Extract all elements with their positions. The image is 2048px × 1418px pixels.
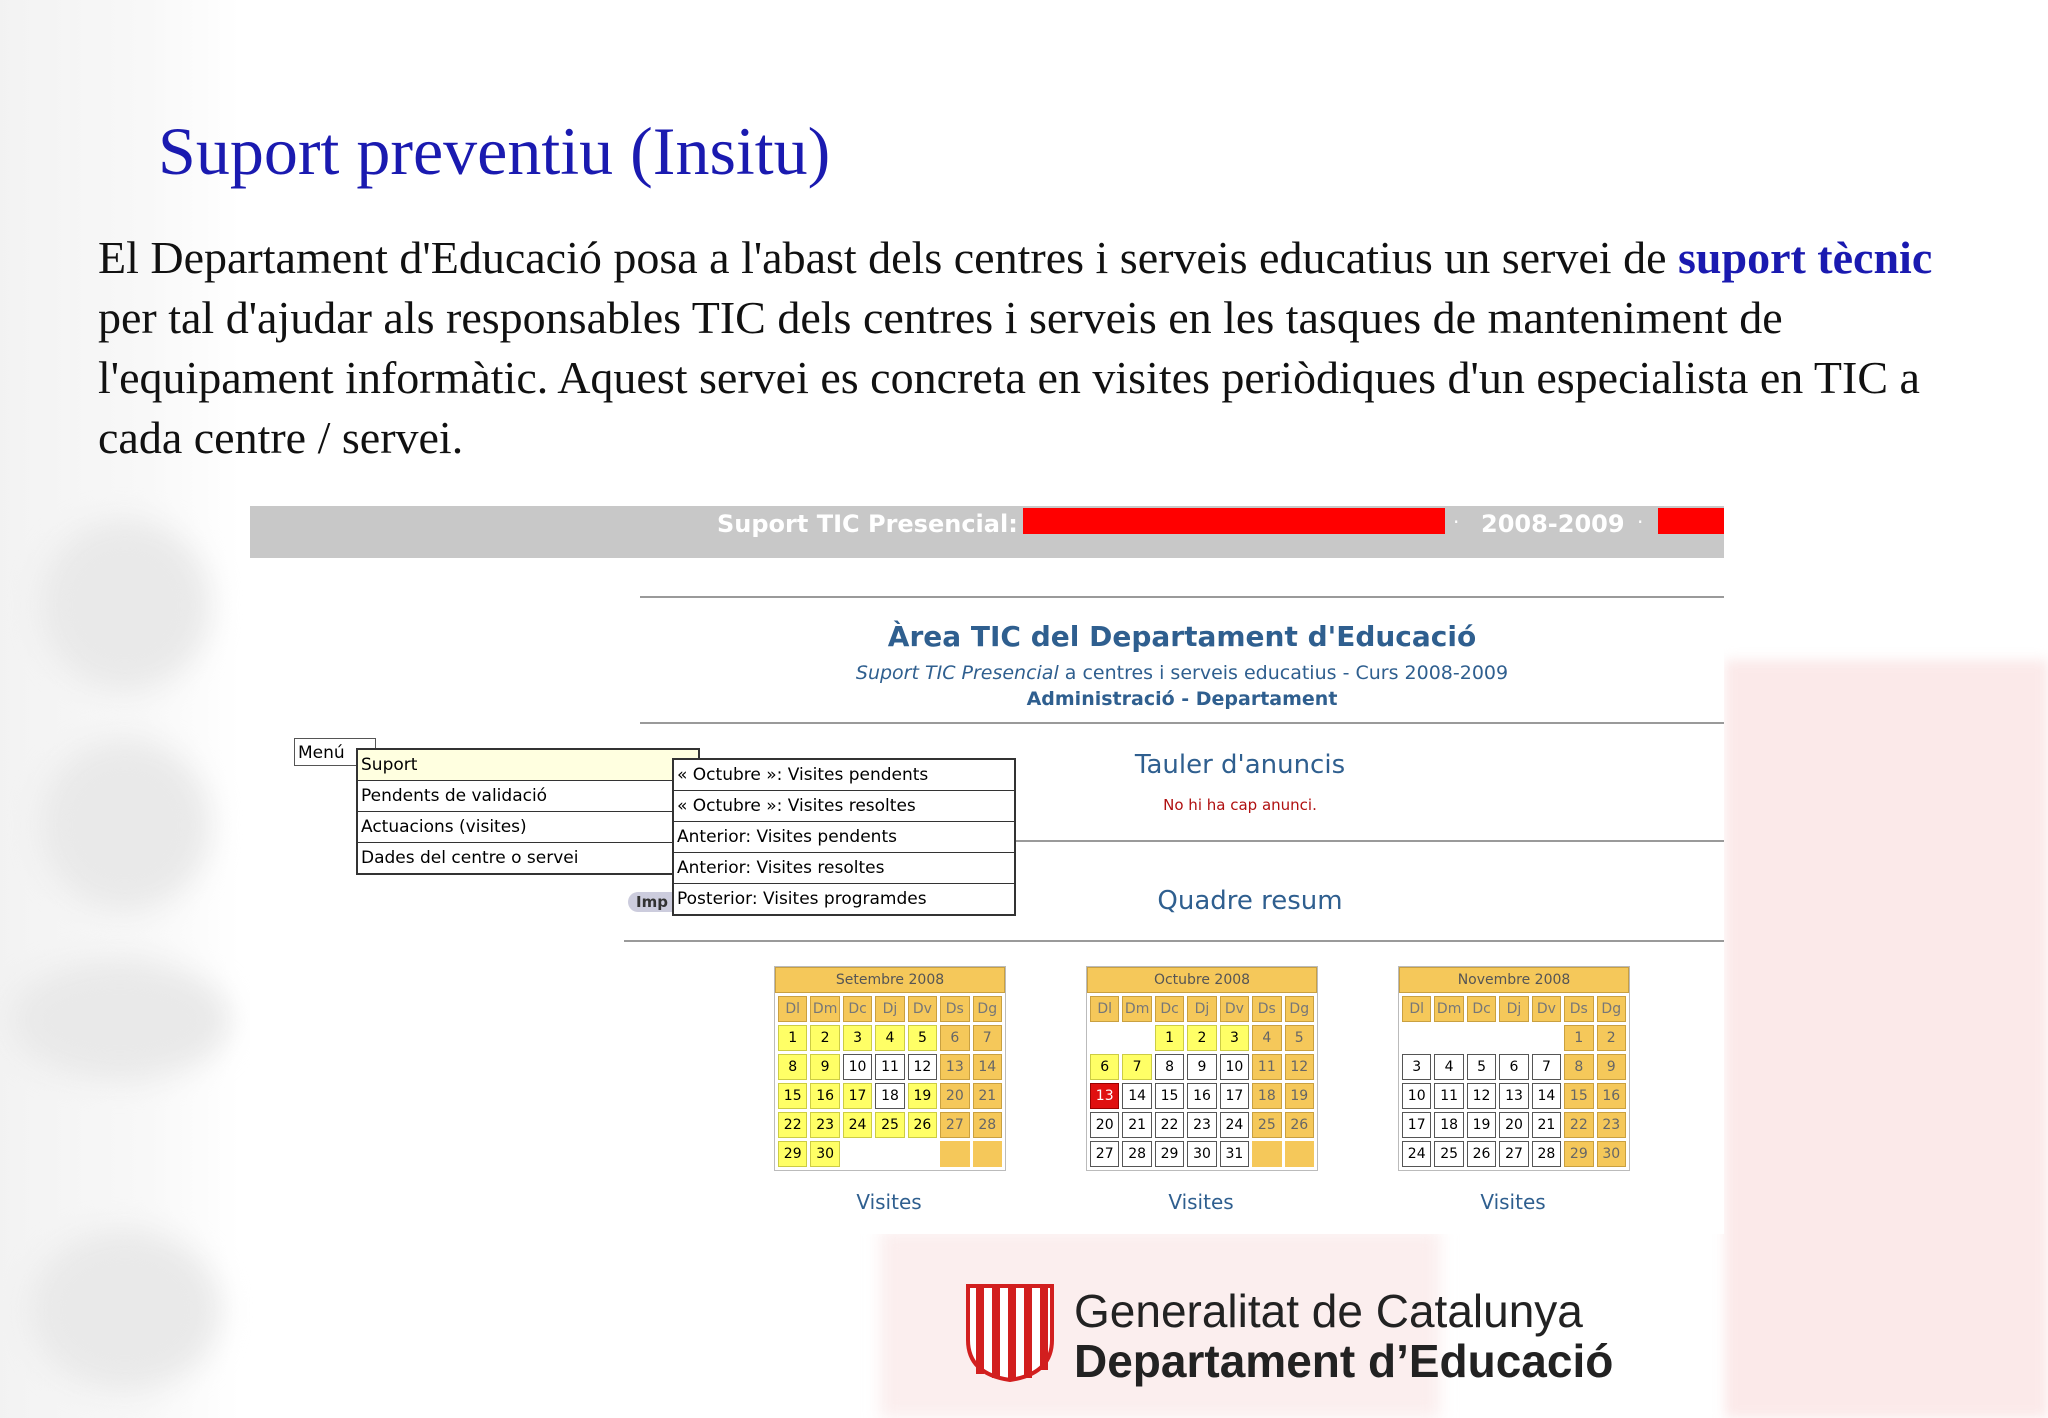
calendar-month-title: Novembre 2008 [1399, 967, 1629, 993]
calendar-day [1090, 1025, 1119, 1051]
submenu-item[interactable]: « Octubre »: Visites resoltes [674, 790, 1014, 821]
calendar-day[interactable]: 25 [1434, 1141, 1463, 1167]
divider [640, 722, 1724, 724]
calendar-day-header: Dj [1187, 996, 1216, 1022]
calendar-day[interactable]: 5 [908, 1025, 937, 1051]
calendar-day-header: Dm [1122, 996, 1151, 1022]
calendar-day[interactable]: 15 [778, 1083, 807, 1109]
submenu-item[interactable]: Anterior: Visites pendents [674, 821, 1014, 852]
calendar-day[interactable]: 9 [810, 1054, 839, 1080]
slide-paragraph [98, 228, 1998, 468]
calendar-day-header: Dv [1532, 996, 1561, 1022]
calendar-day[interactable]: 24 [843, 1112, 872, 1138]
calendar-day[interactable]: 30 [1597, 1141, 1626, 1167]
calendar-day[interactable]: 8 [1564, 1054, 1593, 1080]
visites-link[interactable]: Visites [1480, 1190, 1546, 1214]
calendar-day[interactable]: 3 [1220, 1025, 1249, 1051]
calendar-day[interactable]: 2 [810, 1025, 839, 1051]
calendar-day[interactable]: 21 [1122, 1112, 1151, 1138]
calendar-day-header: Dm [1434, 996, 1463, 1022]
calendar-day[interactable]: 14 [973, 1054, 1002, 1080]
redacted-bar [1023, 508, 1445, 534]
calendar-day[interactable]: 4 [1252, 1025, 1281, 1051]
calendar-day[interactable]: 13 [1090, 1083, 1119, 1109]
paragraph-text: per tal d'ajudar als responsables TIC dels centres i serveis en les tasques de manteniment de l'equipament informàtic. Aquest servei es concreta en visites periòdiques d'un especialista en TIC a cada centre / servei. [98, 292, 1920, 463]
calendar-day[interactable]: 30 [1187, 1141, 1216, 1167]
calendar-day-header: Ds [1252, 996, 1281, 1022]
calendar-day-header: Dj [875, 996, 904, 1022]
calendar-day [1467, 1025, 1496, 1051]
calendar-month-title: Octubre 2008 [1087, 967, 1317, 993]
calendar-day[interactable]: 20 [1090, 1112, 1119, 1138]
menu-item[interactable]: Suport [358, 750, 698, 780]
submenu-item[interactable]: Posterior: Visites programdes [674, 883, 1014, 914]
submenu-item[interactable]: Anterior: Visites resoltes [674, 852, 1014, 883]
calendar-day[interactable]: 3 [1402, 1054, 1431, 1080]
calendar-day-header: Dm [810, 996, 839, 1022]
calendar-day [875, 1141, 904, 1167]
calendar-day[interactable]: 11 [1434, 1083, 1463, 1109]
menu-item[interactable]: Dades del centre o servei [358, 842, 698, 873]
calendar-day-header: Dj [1499, 996, 1528, 1022]
slide-title: Suport preventiu (Insitu) [158, 113, 831, 189]
calendar-day[interactable]: 28 [973, 1112, 1002, 1138]
calendar-day[interactable]: 16 [810, 1083, 839, 1109]
calendar-day[interactable]: 7 [1532, 1054, 1561, 1080]
area-title: Àrea TIC del Departament d'Educació [887, 620, 1477, 653]
watermark-shape [40, 520, 210, 690]
top-bar [250, 506, 1724, 558]
calendar-day[interactable]: 8 [1155, 1054, 1184, 1080]
calendar-day[interactable]: 29 [778, 1141, 807, 1167]
topbar-year: 2008-2009 [1481, 510, 1625, 538]
calendar-day[interactable]: 24 [1402, 1141, 1431, 1167]
calendar-day[interactable]: 26 [908, 1112, 937, 1138]
submenu [672, 758, 1016, 916]
calendar-day[interactable]: 1 [1155, 1025, 1184, 1051]
calendar-day[interactable]: 15 [1564, 1083, 1593, 1109]
calendar-day[interactable]: 10 [843, 1054, 872, 1080]
visites-link[interactable]: Visites [1168, 1190, 1234, 1214]
calendar-day[interactable]: 10 [1220, 1054, 1249, 1080]
calendar-day[interactable]: 19 [1285, 1083, 1314, 1109]
calendar-day[interactable]: 9 [1187, 1054, 1216, 1080]
calendar-day[interactable]: 26 [1285, 1112, 1314, 1138]
calendar-day[interactable]: 28 [1532, 1141, 1561, 1167]
calendar-day-header: Dl [778, 996, 807, 1022]
calendar-day[interactable]: 17 [843, 1083, 872, 1109]
calendar-day[interactable]: 14 [1532, 1083, 1561, 1109]
calendar-day [940, 1141, 969, 1167]
calendar-day[interactable]: 27 [940, 1112, 969, 1138]
menu-tab[interactable]: Menú [294, 738, 376, 766]
calendar-day[interactable]: 12 [1285, 1054, 1314, 1080]
calendar-day[interactable]: 1 [778, 1025, 807, 1051]
topbar-separator: · [1453, 510, 1460, 534]
calendar-day-header: Dl [1402, 996, 1431, 1022]
calendar-day [1434, 1025, 1463, 1051]
watermark-shape [30, 1230, 220, 1390]
paragraph-text: El Departament d'Educació posa a l'abast dels centres i serveis educatius un servei de [98, 232, 1678, 283]
embedded-screenshot [250, 506, 1724, 1234]
calendar-day[interactable]: 22 [1564, 1112, 1593, 1138]
calendar-day[interactable]: 13 [1499, 1083, 1528, 1109]
subtitle-italic: Suport TIC Presencial [855, 662, 1059, 684]
calendar-day[interactable]: 18 [1434, 1112, 1463, 1138]
background-watermark [0, 0, 240, 1418]
calendar-day[interactable]: 20 [940, 1083, 969, 1109]
calendar-day[interactable]: 23 [810, 1112, 839, 1138]
calendar-day[interactable]: 5 [1467, 1054, 1496, 1080]
calendar-day[interactable]: 13 [940, 1054, 969, 1080]
topbar-separator: · [1637, 510, 1644, 534]
calendar-day[interactable]: 29 [1564, 1141, 1593, 1167]
area-admin: Administració - Departament [1026, 688, 1338, 710]
calendar-day-header: Dv [1220, 996, 1249, 1022]
calendar-day[interactable]: 23 [1597, 1112, 1626, 1138]
calendar-day [1122, 1025, 1151, 1051]
generalitat-logo [960, 1278, 1900, 1388]
calendar-day [1532, 1025, 1561, 1051]
generalitat-emblem-icon [964, 1282, 1056, 1382]
menu-item[interactable]: Actuacions (visites) [358, 811, 698, 842]
calendar-day-header: Dg [1597, 996, 1626, 1022]
calendar-day-header: Dv [908, 996, 937, 1022]
calendar-day [1402, 1025, 1431, 1051]
calendar-day[interactable]: 29 [1155, 1141, 1184, 1167]
calendar-day[interactable]: 17 [1402, 1112, 1431, 1138]
calendar-day[interactable]: 27 [1090, 1141, 1119, 1167]
calendar-day[interactable]: 30 [810, 1141, 839, 1167]
calendar-day[interactable]: 17 [1220, 1083, 1249, 1109]
calendar-day[interactable]: 12 [908, 1054, 937, 1080]
calendar-day[interactable]: 4 [875, 1025, 904, 1051]
calendar-day[interactable]: 25 [875, 1112, 904, 1138]
calendar-day[interactable]: 6 [1090, 1054, 1119, 1080]
calendar-day-header: Dc [1467, 996, 1496, 1022]
calendar-day[interactable]: 2 [1187, 1025, 1216, 1051]
calendar-day[interactable]: 9 [1597, 1054, 1626, 1080]
calendar-day-header: Dg [1285, 996, 1314, 1022]
calendar-day[interactable]: 24 [1220, 1112, 1249, 1138]
calendar-day[interactable]: 19 [1467, 1112, 1496, 1138]
calendar-day[interactable]: 10 [1402, 1083, 1431, 1109]
calendar-day[interactable]: 16 [1597, 1083, 1626, 1109]
calendar-day [843, 1141, 872, 1167]
calendar-day [908, 1141, 937, 1167]
calendar-day-header: Dl [1090, 996, 1119, 1022]
submenu-item[interactable]: « Octubre »: Visites pendents [677, 765, 929, 785]
tauler-notice: No hi ha cap anunci. [1163, 796, 1317, 814]
visites-link[interactable]: Visites [856, 1190, 922, 1214]
calendar-day [973, 1141, 1002, 1167]
calendar-day[interactable]: 16 [1187, 1083, 1216, 1109]
calendar-day-header: Ds [1564, 996, 1593, 1022]
divider [640, 596, 1724, 598]
calendar-day[interactable]: 18 [1252, 1083, 1281, 1109]
calendar-day[interactable]: 21 [1532, 1112, 1561, 1138]
calendar-day [1252, 1141, 1281, 1167]
calendar-month [1398, 966, 1630, 1171]
calendar-day-header: Dc [1155, 996, 1184, 1022]
calendar-day[interactable]: 20 [1499, 1112, 1528, 1138]
paragraph-highlight: suport tècnic [1678, 232, 1933, 283]
calendar-day [1499, 1025, 1528, 1051]
calendar-day[interactable]: 21 [973, 1083, 1002, 1109]
redacted-bar [1658, 508, 1724, 534]
calendar-day[interactable]: 4 [1434, 1054, 1463, 1080]
calendar-day[interactable]: 11 [875, 1054, 904, 1080]
calendar-month [774, 966, 1006, 1171]
calendar-day[interactable]: 6 [940, 1025, 969, 1051]
calendar-day[interactable]: 11 [1252, 1054, 1281, 1080]
calendar-day[interactable]: 22 [778, 1112, 807, 1138]
calendar-day[interactable]: 12 [1467, 1083, 1496, 1109]
calendar-day[interactable]: 1 [1564, 1025, 1593, 1051]
calendar-month [1086, 966, 1318, 1171]
calendar-day[interactable]: 7 [973, 1025, 1002, 1051]
logo-line2: Departament d’Educació [1074, 1335, 1614, 1387]
subtitle-rest: a centres i serveis educatius - Curs 2008-2009 [1058, 662, 1509, 684]
menu-item[interactable]: Pendents de validació [358, 780, 698, 811]
calendar-day-header: Ds [940, 996, 969, 1022]
calendar-day-header: Dc [843, 996, 872, 1022]
calendar-day[interactable]: 18 [875, 1083, 904, 1109]
calendar-day[interactable]: 31 [1220, 1141, 1249, 1167]
calendar-day[interactable]: 23 [1187, 1112, 1216, 1138]
calendar-day[interactable]: 6 [1499, 1054, 1528, 1080]
calendar-day[interactable]: 5 [1285, 1025, 1314, 1051]
calendar-day[interactable]: 2 [1597, 1025, 1626, 1051]
calendar-day[interactable]: 19 [908, 1083, 937, 1109]
calendar-day[interactable]: 7 [1122, 1054, 1151, 1080]
calendar-day[interactable]: 15 [1155, 1083, 1184, 1109]
calendar-day[interactable]: 27 [1499, 1141, 1528, 1167]
area-subtitle [640, 662, 1724, 684]
divider [624, 940, 1724, 942]
tauler-title: Tauler d'anuncis [1134, 750, 1346, 780]
calendar-day[interactable]: 22 [1155, 1112, 1184, 1138]
main-menu [356, 748, 700, 875]
calendar-month-title: Setembre 2008 [775, 967, 1005, 993]
calendar-day [1285, 1141, 1314, 1167]
quadre-title: Quadre resum [1157, 886, 1343, 916]
calendar-day[interactable]: 8 [778, 1054, 807, 1080]
topbar-label: Suport TIC Presencial: [717, 510, 1018, 538]
calendar-day-header: Dg [973, 996, 1002, 1022]
calendar-day[interactable]: 14 [1122, 1083, 1151, 1109]
logo-line1: Generalitat de Catalunya [1074, 1285, 1583, 1337]
calendar-day[interactable]: 28 [1122, 1141, 1151, 1167]
calendar-day[interactable]: 26 [1467, 1141, 1496, 1167]
imp-button[interactable]: Imp [628, 892, 682, 912]
calendar-day[interactable]: 3 [843, 1025, 872, 1051]
watermark-shape [40, 740, 210, 910]
watermark-shape [10, 960, 230, 1080]
calendar-day[interactable]: 25 [1252, 1112, 1281, 1138]
